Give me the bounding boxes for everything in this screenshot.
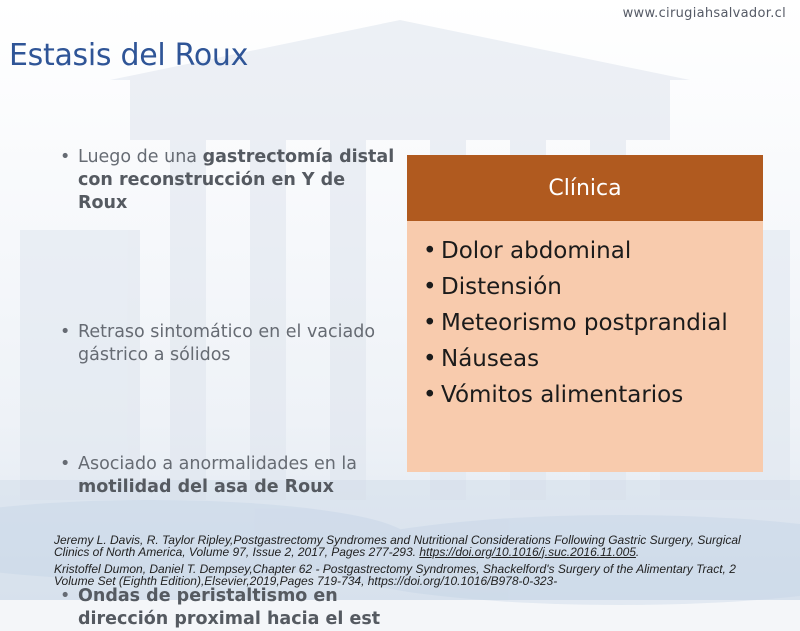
bullet-item [58,321,398,367]
reference-1 [54,535,754,558]
bullet-text: Luego de una [78,147,203,167]
clinica-box [407,155,763,472]
clinica-item: • Meteorismo postprandial [423,305,763,341]
bullet-bold-text: Ondas de peristaltismo en dirección proximal hacia el est [78,586,381,629]
reference-1-doi-link[interactable]: https://doi.org/10.1016/j.suc.2016.11.005 [419,544,636,559]
reference-2 [54,564,754,587]
clinica-item: • Dolor abdominal [423,233,763,269]
clinica-item: • Distensión [423,269,763,305]
bullet-item [58,453,398,499]
site-url: www.cirugiahsalvador.cl [622,6,786,21]
bullet-bold-text: motilidad del asa de Roux [78,477,334,497]
slide-title: Estasis del Roux [9,38,249,73]
bullet-text: Retraso sintomático en el vaciado gástrico a sólidos [78,322,376,365]
reference-2-text: Kristoffel Dumon, Daniel T. Dempsey,Chapter 62 - Postgastrectomy Syndromes, Shackelford's Surgery of the Alimentary Tract, 2 Volume Set (Eighth Edition),Elsevier,2019,Pages 719-734, https://doi.org/10.1016/B978-0-323- [54,562,736,588]
bullet-list [58,146,398,629]
bullet-text: Asociado a anormalidades en la [78,454,357,474]
bullet-item [58,146,398,215]
clinica-item: • Vómitos alimentarios [423,377,763,413]
clinica-item: • Náuseas [423,341,763,377]
clinica-list [407,221,763,413]
bullet-bold-text: gastrectomía distal con reconstrucción en Y de Roux [78,147,395,213]
reference-1-text: Jeremy L. Davis, R. Taylor Ripley,Postgastrectomy Syndromes and Nutritional Considerations Following Gastric Surgery, Surgical Clinics of North America, Volume 97, Issue 2, 2017, Pages 277-293. [54,533,741,559]
reference-1-end: . [635,544,640,559]
references [54,535,754,593]
clinica-header: Clínica [407,155,763,221]
